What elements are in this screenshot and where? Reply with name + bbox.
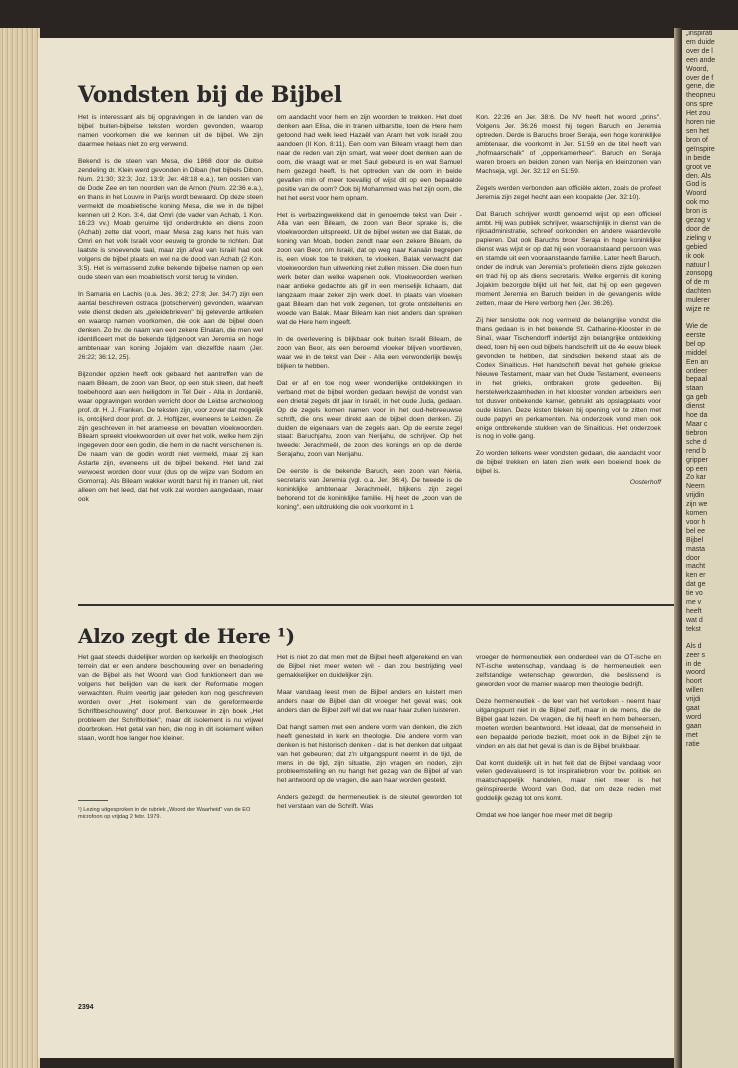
- next-page-line: Zo kar: [686, 474, 706, 482]
- section-divider: [78, 604, 674, 606]
- next-page-line: ik ook: [686, 252, 705, 260]
- next-page-line: over de l: [686, 47, 713, 55]
- paragraph: Dat komt duidelijk uit in het feit dat de Bijbel vandaag voor velen gedevalueerd is tot inspiratiebron voor bv. politiek en maatschappelijk handelen, maar niet meer is het geïnspireerde Woord van God, dat om deze reden met goddelijk gezag tot ons komt.: [476, 759, 661, 803]
- next-page-line: gripper: [686, 456, 708, 464]
- next-page-line: hoe da: [686, 412, 708, 420]
- next-page-line: Maar c: [686, 420, 708, 428]
- article-title: Alzo zegt de Here ¹): [78, 624, 295, 648]
- next-page-line: macht: [686, 563, 706, 571]
- footnote-divider: [78, 800, 108, 801]
- next-page-line: groot ve: [686, 163, 712, 171]
- article-title: Vondsten bij de Bijbel: [78, 82, 342, 108]
- next-page-line: heeft: [686, 608, 702, 615]
- next-page-line: tiebron: [686, 429, 708, 437]
- paragraph: Bijzonder opzien heeft ook gebaard het aantreffen van de naam Bileam, de zoon van Beor, op een stuk steen, dat heeft toebehoord aan een heiligdom in Tel Deir - Alla in Jordanië, waar opgravingen worden verricht door de Leidse archeoloog prof. dr. H. J. Franken. De teksten zijn, voor zover dat mogelijk is, ontcijferd door prof. dr. J. Hoftijzer, eveneens te Leiden. Ze zijn geschreven in het arameese en bevatten vloekwoorden. Bileam spreekt vloekwoorden uit over het volk, welke hem zijn ingegeven door een godin, die hem in de nacht verschenen is. De naam van de godin wordt niet vermeld, maar zij kan Astarte zijn, eveneens uit de bijbel bekend. Het land zal verwoest worden door vuur (dus op de wijze van Sodom en Gomorra). Als Bileam wakker wordt barst hij in tranen uit, niet alleen om het leed, dat het volk zal worden aangedaan, maar ook: [78, 370, 263, 504]
- paragraph: Bekend is de steen van Mesa, die 1868 door de duitse zendeling dr. Klein werd gevonden in Diban (het bijbels Dibon, Num. 21:30; 32:3; Joz. 13:9; Jer. 48:18 e.a.), ten oosten van de Dode Zee en ten noorden van de Arnon (Num. 22:36 e.a.), en thans in het Louvre in Parijs wordt bewaard. Op deze steen vermeldt de moabietische koning Mesa, die we in de bijbel kennen uit 2 Kon. 3:4, dat Omri (de vader van Achab, 1 Kon. 16:23 vv.) Moab geruime tijd onderdrukte en diens zoon (Achab) zette dat voort, maar Mesa zag kans het huis van Omri en het volk Israël voor eeuwig te gronde te richten. Dat laatste is snoevende taal, maar zijn afval van Israël had ook volgens de bijbel plaats en wel na de dood van Achab (2 Kon. 3:5). Het is verrassend zulke bekende bijbelse namen op een oude steen van een moabietisch vorst terug te vinden.: [78, 157, 263, 282]
- next-page-line: vrijdin: [686, 492, 705, 500]
- next-page-line: Een an: [686, 358, 709, 366]
- next-page-line: een ande: [686, 56, 716, 64]
- next-page-line: wijze re: [686, 306, 710, 314]
- next-page-line: geïnspire: [686, 145, 715, 153]
- next-page-line: tekst: [686, 625, 701, 633]
- next-page-line: Bijbel: [686, 536, 704, 544]
- next-page-line: theopneu: [686, 92, 716, 100]
- next-page-line: gezag v: [686, 217, 711, 225]
- next-page-line: eerste: [686, 331, 706, 339]
- paragraph: om aandacht voor hem en zijn woorden te trekken. Het doet denken aan Elisa, die in tranen uitbarstte, toen de Here hem getoond had welk leed Hazaël van Aram het volk Israël zou aandoen (II Kon. 8:11). Een oom van Bileam vraagt hem dan naar de reden van zijn smart, wat weer doet denken aan de oom, die vraagt wat er met Saul gebeurd is en wat Samuel hem gezegd heeft. Is het optreden van de oom in beide gevallen min of meer toevallig of wijst dit op een bepaalde positie van de oom? Ook bij Mohammed was het zijn oom, die het het eerst voor hem opnam.: [277, 114, 462, 202]
- book-page-edges: [0, 28, 40, 1068]
- article-column: [277, 654, 462, 829]
- paragraph: In de overlevering is blijkbaar ook buiten Israël Bileam, de zoon van Beor, als een beroemd vloeker blijven voortleven, waar we in de tekst van Deir - Alla een verwonderlijk bewijs blijken te hebben.: [277, 335, 462, 370]
- next-page-line: of de m: [686, 279, 710, 287]
- paragraph: Maar vandaag leest men de Bijbel anders en luistert men anders naar de Bijbel dan dit vroeger het geval was; ook anders dan de Bijbel zelf wil dat we naar haar zullen luisteren.: [277, 688, 462, 714]
- next-page-line: willen: [686, 687, 704, 695]
- next-page-line: Als d: [686, 642, 702, 650]
- next-page-line: Het zou: [686, 110, 711, 118]
- next-page-line: in de: [686, 660, 702, 668]
- paragraph: In Samaria en Lachis (o.a. Jes. 36:2; 27:8; Jer. 34:7) zijn een aantal beschreven ostraca (potscherven) gevonden, waarvan vele dienst deden als „geleidebrieven" bij geleverde artikelen en waarop namen voorkomen, die ook aan de bijbel doen denken. Zo bv. de naam van een zekere Elnatan, die men wel identificeert met de bekende tijdgenoot van Jeremia en hoge ambtenaar van koning Jojakim van diezelfde naam (Jer. 26:22; 36:12, 25).: [78, 291, 263, 361]
- next-page-line: in beide: [686, 154, 711, 162]
- next-page-line: mulerer: [686, 297, 710, 305]
- next-page-line: gene, die: [686, 83, 715, 91]
- paragraph: vroeger de hermeneutiek een onderdeel van de OT-ische en NT-ische wetenschap, vandaag is de hermeneutiek een zelfstandige wetenschap geworden, die beslissend is geworden voor de manier waarop men theologie bedrijft.: [476, 654, 661, 688]
- next-page-line: middel: [686, 349, 707, 357]
- next-page-line: „inspirati: [686, 30, 713, 37]
- next-page-line: op een: [686, 465, 708, 473]
- next-page-fragment: [682, 30, 738, 1068]
- next-page-line: zonsopg: [686, 270, 713, 278]
- paragraph-gap: [682, 315, 738, 323]
- paragraph: Omdat we hoe langer hoe meer met dit begrip: [476, 812, 613, 820]
- next-page-line: zijn we: [686, 501, 708, 509]
- next-page-line: komen: [686, 510, 708, 518]
- paragraph: Deze hermeneutiek - de leer van het vertolken - neemt haar uitgangspunt niet in de Bijbel zelf, maar in de mens, die de Bijbel gaat lezen. De vragen, die hij heeft en hem beheersen, moeten worden beantwoord. Het ideaal, dat de menseheid in een bepaalde periode bezielt, moet ook in de Bijbel zijn te vinden en als dat het geval is dan is de Bijbel bruikbaar.: [476, 697, 661, 750]
- book-gutter: [674, 28, 682, 1068]
- next-page-line: met: [686, 731, 698, 739]
- next-page-line: rend b: [686, 447, 706, 455]
- next-page-line: zieling v: [686, 234, 712, 242]
- paragraph: Het is interessant als bij opgravingen in de landen van de bijbel buiten-bijbelse teksten worden gevonden, waarop namen voorkomen die we kennen uit de bijbel. We zijn daarmee helaas niet zo erg verwend.: [78, 114, 263, 148]
- next-page-line: me v: [686, 599, 702, 607]
- next-page-line: zeer s: [686, 651, 706, 659]
- paragraph: Zo worden telkens weer vondsten gedaan, die aandacht voor de bijbel trekken en laten zien welk een boeiend boek de bijbel is.: [476, 450, 661, 476]
- footnote: ¹) Lezing uitgesproken in de rubriek „Woord der Waarheid" van de EO microfoon op vrijdag 2 febr. 1979.: [78, 806, 251, 820]
- next-page-line: ook mo: [686, 199, 709, 207]
- next-page-line: sche d: [686, 438, 707, 446]
- next-page-line: ratie: [686, 740, 700, 748]
- author-signature: Oosterhoff: [629, 479, 661, 487]
- next-page-line: bepaal: [686, 376, 708, 384]
- next-page-line: masta: [686, 545, 706, 553]
- next-page-line: word: [686, 713, 702, 721]
- article-column: [476, 654, 661, 829]
- next-page-line: ga geb: [686, 394, 708, 402]
- article-column: [277, 114, 462, 521]
- next-page-line: God is: [686, 181, 707, 189]
- next-page-line: wat d: [686, 616, 703, 624]
- next-page-line: over de f: [686, 74, 714, 82]
- page-number: 2394: [78, 1004, 94, 1011]
- next-page-line: voor h: [686, 518, 706, 526]
- next-page-line: bron is: [686, 208, 708, 216]
- article-column: [78, 114, 263, 521]
- next-page-line: Woord: [686, 190, 707, 198]
- paragraph: Dat hangt samen met een andere vorm van denken, die zich heeft genesteld in kerk en theologie. Die andere vorm van denken is het historisch denken - dat is het denken dat uitgaat van het gebeuren; dat z'n uitgangspunt neemt in de tijd, de mens in de tijd, zijn situatie, zijn vragen en noden, zijn probleemstelling en nu hangt het gezag van de Bijbel af van het antwoord op de vragen, die aan haar worden gesteld.: [277, 723, 462, 785]
- next-page-line: gebied: [686, 243, 708, 251]
- next-page-line: sen het: [686, 127, 709, 135]
- next-page-line: door: [686, 554, 701, 562]
- next-page-line: bel ee: [686, 527, 706, 535]
- next-page-line: Wie de: [686, 323, 708, 330]
- next-page-line: Neem: [686, 483, 705, 491]
- next-page-line: bron of: [686, 136, 708, 144]
- next-page-line: gaat: [686, 705, 700, 713]
- paragraph: Het gaat steeds duidelijker worden op kerkelijk en theologisch terrein dat er een andere beschouwing over en benadering van de Bijbel als het Woord van God funktioneert dan we volgens het belijden van de kerk der Reformatie mogen verwachten. Ruim veertig jaar geleden kon nog geschreven worden over „Het isolement van de gereformeerde Schriftbeschouwing" door prof. Berkouwer in zijn boek „Het probleem der Schriftkritiek", maar dit isolement is nu vrijwel doorbroken. Het getal van hen, die nog in dit isolement willen staan, wordt hoe langer hoe kleiner.: [78, 654, 263, 742]
- paragraph: Dat Baruch schrijver wordt genoemd wijst op een officieel ambt. Hij was publiek schrijver, waarschijnlijk in dienst van de rijksadministratie, schreef oorkonden en andere waardevolle papieren. Dat ook Baruchs broer Seraja in hoge koninklijke dienst was wijst er op dat hij een vooraanstaand persoon was en stamde uit een vooraanstaande familie. Later heeft Baruch, onder de indruk van Jeremia's profetieën diens zijde gekozen en trad hij op als diens secretaris. Welke ergernis dit koning Jojakim bezorgde blijkt uit het feit, dat hij op een gegeven moment Jeremia en Baruch beiden in de gevangenis wilde zetten, maar de Here verborg hen (Jer. 36:26).: [476, 210, 661, 308]
- paragraph: De eerste is de bekende Baruch, een zoon van Neria, secretaris van Jeremia (vgl. o.a. Jer. 36:4). De tweede is de koninklijke ambtenaar Jerachmeël, blijkens zijn zegel behorend tot de koninklijke familie. Hij heet de „zoon van de koning", een uitdrukking die ook voorkomt in 1: [277, 468, 462, 512]
- next-page-line: dachten: [686, 288, 711, 296]
- next-page-line: horen nie: [686, 119, 716, 127]
- next-page-line: tie vo: [686, 590, 703, 598]
- paragraph: Dat er af en toe nog weer wonderlijke ontdekkingen in verband met de bijbel worden gedaan bewijst de vondst van een drietal zegels dit jaar in Israël, in het oude Juda, gedaan. Op de zegels komen namen voor in het oud-hebreeuwse schrift, die ons weer direkt aan de bijbel doen denken. Zij duiden de eigenaars van de zegels aan. Op de eerste zegel staat: Baruchjahu, zoon van Nerijahu, de schrijver. Op het tweede: Jerachmeël, de zoon des konings en op de derde Serajahu, zoon van Nerijahu.: [277, 379, 462, 459]
- next-page-line: ken er: [686, 572, 706, 580]
- paragraph: Anders gezegd: de hermeneutiek is de sleutel geworden tot het verstaan van de Schrift. Was: [277, 794, 462, 811]
- paragraph: Zij hier tenslotte ook nog vermeld de belangrijke vondst die thans gedaan is in het bekende St. Catharine-Klooster in de Sinaï, waar Tischendorff indertijd zijn belangrijke ontdekking deed, toen hij een oud bijbels handschrift uit de 4e eeuw bleek gevonden te hebben, dat sindsdien bekend staat als de Codex Sinaiticus. Het handschrift bevat het gehele griekse Nieuwe Testament, maar van het Oude Testament, eveneens in het grieks, ontbraken grote gedeelten. Bij herstelwerkzaamheden in het klooster vonden arbeiders een tot dusver onbekende kamer, gebruikt als opslagplaats voor oude kisten. Deze kisten bleken bij opening vol te zitten met oude papyri en perkamenten. Na onderzoek vond men ook enige ontbrekende stukken van de Sinaiticus. Het onderzoek is nog in volle gang.: [476, 317, 661, 441]
- article-column: [78, 654, 263, 829]
- next-page-line: Woord,: [686, 65, 709, 73]
- next-page-line: bel op: [686, 340, 706, 348]
- next-page-line: dat ge: [686, 581, 706, 589]
- next-page-line: den. Als: [686, 172, 711, 180]
- next-page-line: em duide: [686, 38, 715, 46]
- next-page-line: ontleer: [686, 367, 708, 375]
- paragraph: Zegels werden verbonden aan officiële akten, zoals de profeet Jeremia zijn zegel hecht aan een koopakte (Jer. 32:10).: [476, 184, 661, 201]
- paragraph: Het is verbazingwekkend dat in genoemde tekst van Deir - Alla van een Bileam, de zoon van Beor sprake is, die vloekwoorden uitspreekt. Uit de bijbel weten we dat Balak, de koning van Moab, boden zendt naar een zekere Bileam, de zoon van Beor, om Israël, dat op weg naar Kanaän begrepen is, een vloek toe te trekken, te vloeken. Balak verwacht dat vloekwoorden hun uitwerking niet zullen missen. Die doen hun werk beter dan welke wapenen ook. Vloekwoorden werken naar antieke gedachte als gif in een menselijk lichaam, dat langzaam maar zeker zijn werk doet. In plaats van vloeken gaat Bileam dan het volk zegenen, tot grote ontsteltenis en woede van Balak. Maar Bileam kan niet anders dan spreken wat de Here hem ingeeft.: [277, 211, 462, 326]
- next-page-line: staan: [686, 385, 704, 393]
- next-page-line: ons spre: [686, 101, 713, 109]
- paragraph-gap: [682, 635, 738, 643]
- next-page-line: vrijdi: [686, 696, 701, 704]
- paragraph: Het is niet zo dat men met de Bijbel heeft afgerekend en van de Bijbel niet meer weten wil - dan zou bestrijding veel gemakkelijker en duidelijker zijn.: [277, 654, 462, 679]
- article-column: [476, 114, 661, 521]
- next-page-line: door de: [686, 225, 710, 233]
- next-page-line: woord: [686, 669, 706, 677]
- article-alzo-zegt-de-here: [78, 622, 662, 829]
- next-page-line: natuur l: [686, 261, 710, 269]
- next-page-line: gaan: [686, 722, 702, 730]
- next-page-line: hoort: [686, 678, 702, 686]
- article-vondsten: [78, 82, 662, 521]
- paragraph: Kon. 22:26 en Jer. 38:6. De NV heeft het woord „prins". Volgens Jer. 36:26 moest hij tegen Baruch en Jeremia optreden. Derde is Baruchs broer Seraja, een hoge koninklijke ambtenaar, die voorkomt in Jer. 51:59 en de titel heeft van „hofmaarschalk" of „opperkamerheer". Baruch en Seraja waren broers en beiden zonen van Nerija en kleinzonen van Machseja, vgl. Jer. 32:12 en 51:59.: [476, 114, 661, 175]
- next-page-line: dienst: [686, 403, 705, 411]
